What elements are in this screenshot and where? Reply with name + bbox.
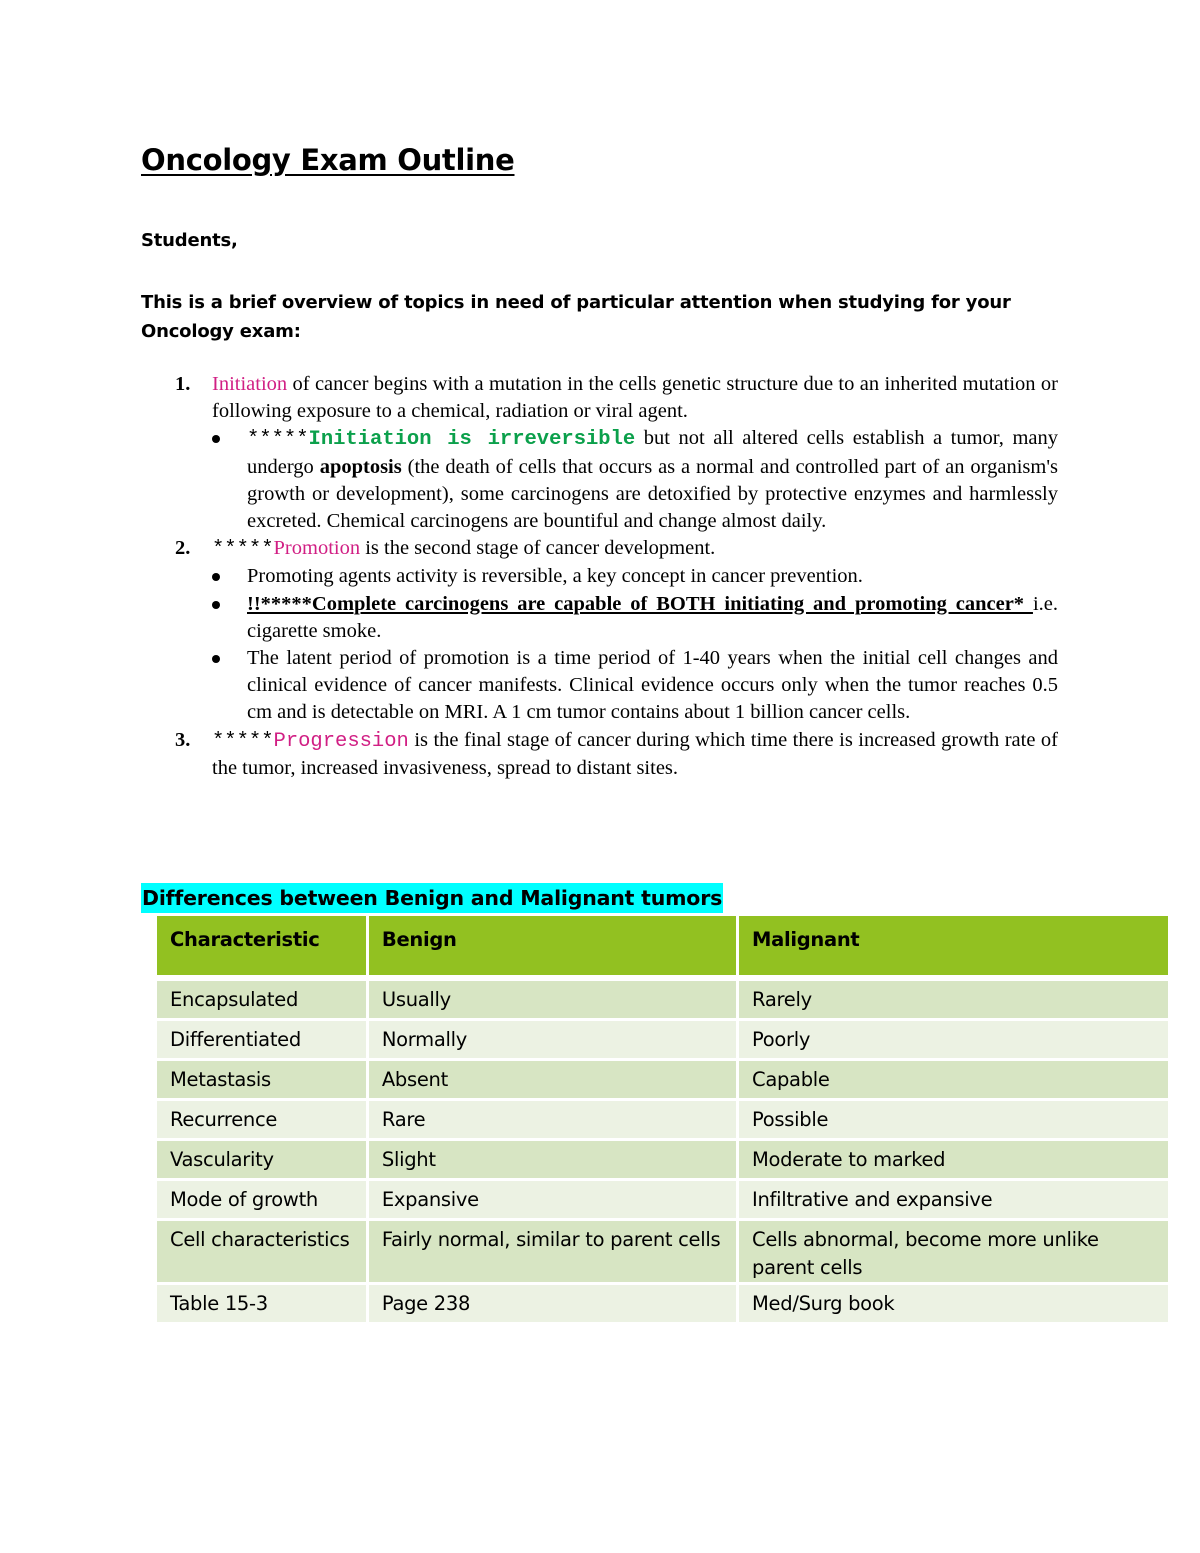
table-cell: Med/Surg book: [739, 1285, 1168, 1322]
emphasis-complete-carcinogens: !!*****Complete carcinogens are capable of BOTH initiating and promoting cancer*: [247, 592, 1033, 615]
table-cell: Slight: [369, 1141, 736, 1178]
outline-item-initiation: [170, 371, 1058, 535]
greeting: Students,: [141, 230, 238, 251]
bullet-text: i.e. cigarette smoke.: [247, 592, 1058, 642]
item-number: 1.: [175, 373, 191, 395]
table-cell: Capable: [739, 1061, 1168, 1098]
table-cell: Normally: [369, 1021, 736, 1058]
table-heading: Differences between Benign and Malignant tumors: [141, 883, 723, 913]
table-cell: Metastasis: [157, 1061, 366, 1098]
bullet-text: Promoting agents activity is reversible, a key concept in cancer prevention.: [247, 565, 863, 588]
table-row: [157, 981, 1168, 1018]
intro-paragraph: This is a brief overview of topics in need of particular attention when studying for your Oncology exam:: [141, 292, 1011, 342]
table-cell: Infiltrative and expansive: [739, 1181, 1168, 1218]
table-cell: Fairly normal, similar to parent cells: [369, 1221, 736, 1282]
item-text: is the second stage of cancer development.: [360, 537, 716, 560]
column-header-benign: Benign: [369, 916, 736, 975]
table-row: [157, 1221, 1168, 1282]
table-cell: Mode of growth: [157, 1181, 366, 1218]
bullet-dot-icon: [212, 435, 220, 443]
bullet-latent-period: [212, 645, 1058, 727]
table-cell: Recurrence: [157, 1101, 366, 1138]
column-header-characteristic: Characteristic: [157, 916, 366, 975]
item-number: 3.: [175, 728, 191, 751]
table-row: [157, 1061, 1168, 1098]
bullet-complete-carcinogens: [212, 591, 1058, 645]
stars: *****: [212, 538, 274, 562]
table-cell: Page 238: [369, 1285, 736, 1322]
table-cell: Possible: [739, 1101, 1168, 1138]
stars: *****: [212, 729, 274, 753]
table-cell: Differentiated: [157, 1021, 366, 1058]
keyword-apoptosis: apoptosis: [319, 455, 402, 478]
table-row: [157, 1101, 1168, 1138]
item-text: is the final stage of cancer during which time there is increased growth rate of the tumor, increased invasiveness, spread to distant sites.: [212, 728, 1058, 779]
table-cell: Absent: [369, 1061, 736, 1098]
bullet-text: The latent period of promotion is a time period of 1-40 years when the initial cell changes and clinical evidence of cancer manifests. Clinical evidence occurs only when the tumor reaches 0.5 cm and is detectable on MRI. A 1 cm tumor contains about 1 billion cancer cells.: [247, 647, 1058, 724]
table-cell: Vascularity: [157, 1141, 366, 1178]
table-cell: Expansive: [369, 1181, 736, 1218]
table-cell: Encapsulated: [157, 981, 366, 1018]
table-cell: Table 15-3: [157, 1285, 366, 1322]
table-cell: Cells abnormal, become more unlike parent cells: [739, 1221, 1168, 1282]
table-cell: Cell characteristics: [157, 1221, 366, 1282]
table-row: [157, 1181, 1168, 1218]
table-row: [157, 1021, 1168, 1058]
stars: *****: [247, 428, 309, 452]
table-cell: Poorly: [739, 1021, 1168, 1058]
benign-vs-malignant-table: [154, 913, 1171, 1325]
table-cell: Rarely: [739, 981, 1168, 1018]
bullet-text: (the death of cells that occurs as a normal and controlled part of an organism's growth or development), some carcinogens are detoxified by protective enzymes and harmlessly excreted. Chemical carcinogens are bountiful and change almost daily.: [247, 455, 1058, 533]
item-number: 2.: [175, 537, 191, 560]
bullet-text: but not all altered cells establish a tumor, many undergo: [247, 427, 1058, 478]
keyword-initiation-irreversible: Initiation is irreversible: [308, 428, 636, 452]
table-row: [157, 1285, 1168, 1322]
column-header-malignant: Malignant: [739, 916, 1168, 975]
bullet-dot-icon: [212, 573, 220, 581]
keyword-initiation: Initiation: [212, 373, 288, 395]
outline-item-progression: [170, 727, 1058, 782]
outline-list: [170, 371, 1058, 782]
table-cell: Usually: [369, 981, 736, 1018]
bullet-initiation-irreversible: [212, 425, 1058, 535]
keyword-promotion: Promotion: [273, 537, 361, 560]
bullet-promoting-agents: [212, 563, 1058, 590]
table-cell: Rare: [369, 1101, 736, 1138]
outline-item-promotion: [170, 535, 1058, 726]
table-row: [157, 1141, 1168, 1178]
table-header-row: [157, 916, 1168, 975]
item-text: of cancer begins with a mutation in the cells genetic structure due to an inherited mutation or following exposure to a chemical, radiation or viral agent.: [212, 373, 1058, 423]
page-title: Oncology Exam Outline: [141, 143, 515, 177]
table-cell: Moderate to marked: [739, 1141, 1168, 1178]
bullet-dot-icon: [212, 655, 220, 663]
bullet-dot-icon: [212, 601, 220, 609]
keyword-progression: Progression: [273, 729, 409, 753]
